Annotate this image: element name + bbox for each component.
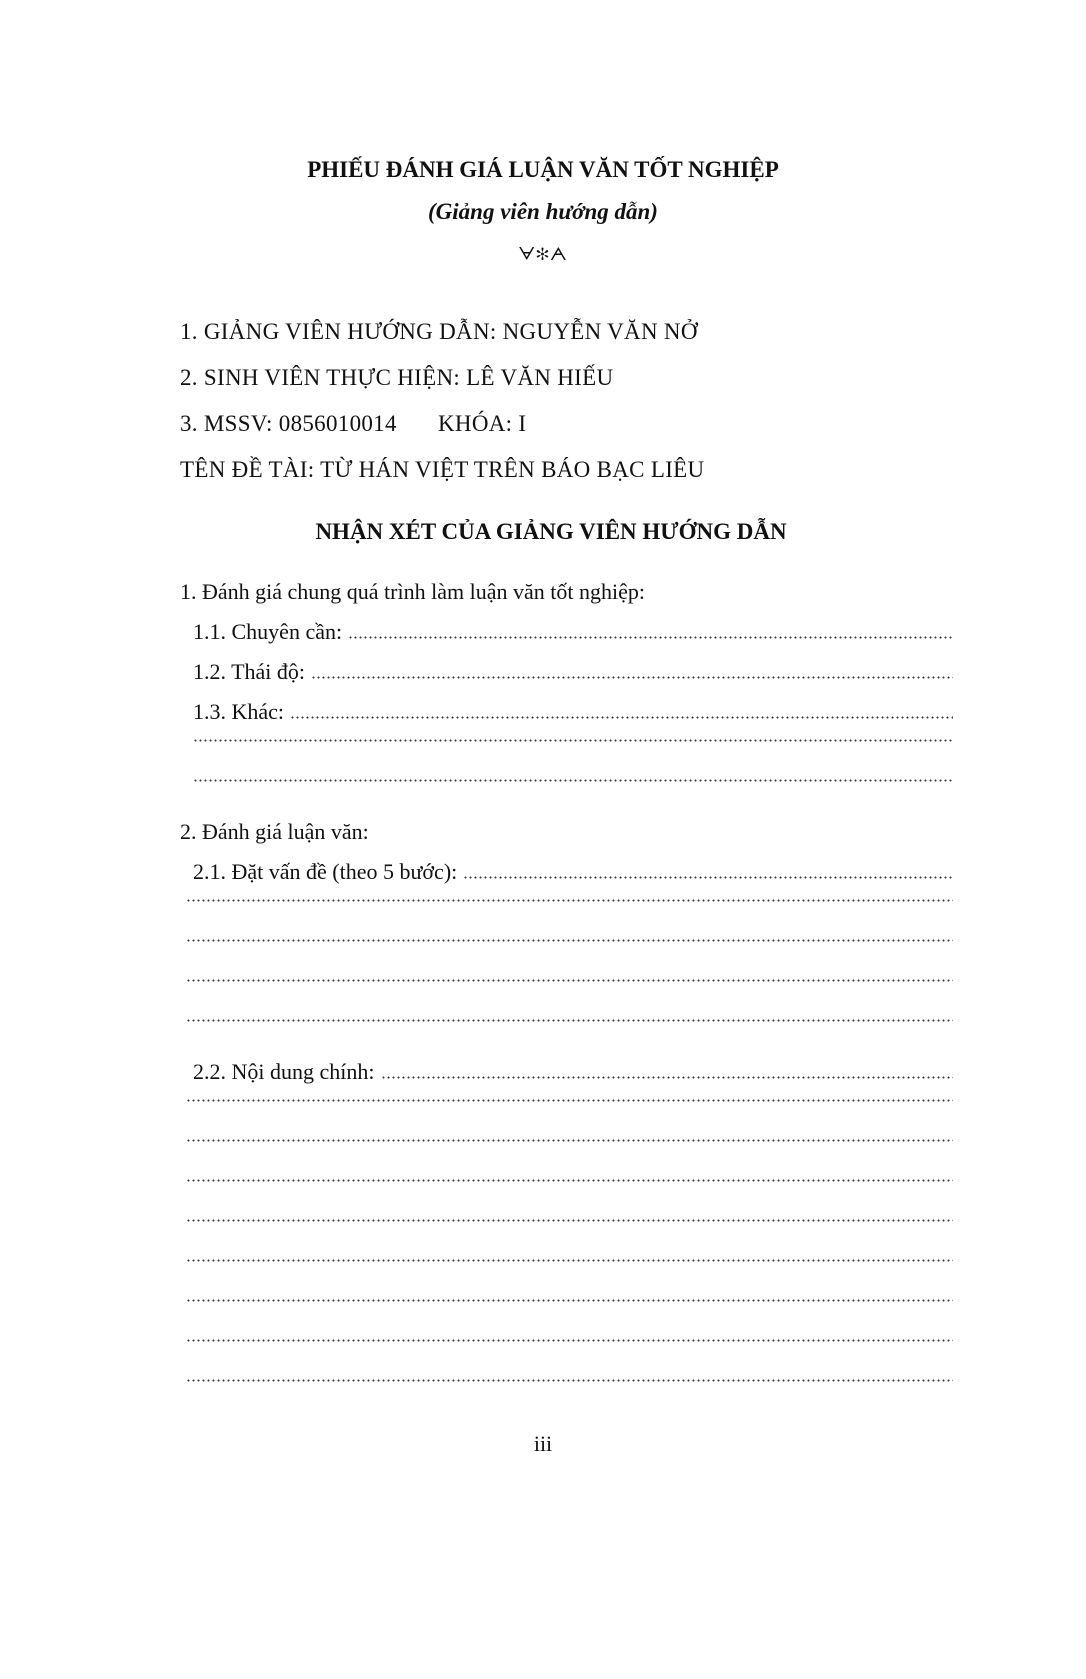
- field-dat-van-de: [193, 858, 953, 886]
- mssv-line: 3. MSSV: 0856010014: [180, 411, 397, 436]
- dotted-fill-line: [186, 898, 953, 903]
- dotted-fill-line: [186, 978, 953, 983]
- blank-line: [186, 1178, 953, 1189]
- field-khac: [193, 698, 953, 726]
- dotted-fill-line: [290, 715, 953, 720]
- dotted-fill-line: [186, 1258, 953, 1263]
- field-thai-do: [193, 658, 953, 686]
- blank-line: [186, 1138, 953, 1149]
- blank-line: [193, 738, 953, 749]
- dotted-fill-line: [186, 1098, 953, 1103]
- dotted-fill-line: [311, 675, 953, 680]
- dotted-fill-line: [186, 938, 953, 943]
- part1-heading: 1. Đánh giá chung quá trình làm luận văn tốt nghiệp:: [180, 579, 645, 604]
- dotted-fill-line: [463, 875, 953, 880]
- field-label: 2.2. Nội dung chính:: [193, 1059, 375, 1084]
- topic-line: TÊN ĐỀ TÀI: TỪ HÁN VIỆT TRÊN BÁO BẠC LIÊU: [180, 457, 705, 482]
- dotted-fill-line: [186, 1298, 953, 1303]
- form-title: PHIẾU ĐÁNH GIÁ LUẬN VĂN TỐT NGHIỆP: [307, 157, 779, 182]
- blank-line: [186, 978, 953, 989]
- student-line: 2. SINH VIÊN THỰC HIỆN: LÊ VĂN HIẾU: [180, 365, 614, 390]
- advisor-line: 1. GIẢNG VIÊN HƯỚNG DẪN: NGUYỄN VĂN NỞ: [180, 319, 698, 344]
- blank-line: [186, 898, 953, 909]
- dotted-fill-line: [348, 635, 953, 640]
- dotted-fill-line: [186, 1218, 953, 1223]
- khoa-line: KHÓA: I: [438, 411, 527, 436]
- blank-line: [186, 1258, 953, 1269]
- blank-line: [186, 1378, 953, 1389]
- dotted-fill-line: [381, 1075, 954, 1080]
- field-noi-dung-chinh: [193, 1058, 953, 1086]
- dotted-fill-line: [186, 1338, 953, 1343]
- field-label: 2.1. Đặt vấn đề (theo 5 bước):: [193, 859, 458, 884]
- blank-line: [186, 1298, 953, 1309]
- page-number: iii: [533, 1431, 553, 1456]
- dotted-fill-line: [193, 778, 953, 783]
- dotted-fill-line: [186, 1378, 953, 1383]
- blank-line: [186, 1338, 953, 1349]
- dotted-fill-line: [186, 1138, 953, 1143]
- blank-line: [186, 1098, 953, 1109]
- blank-line: [186, 1218, 953, 1229]
- section-title: NHẬN XÉT CỦA GIẢNG VIÊN HƯỚNG DẪN: [315, 519, 787, 544]
- field-label: 1.2. Thái độ:: [193, 659, 306, 684]
- blank-line: [193, 778, 953, 789]
- blank-line: [186, 1018, 953, 1029]
- field-label: 1.1. Chuyên cần:: [193, 619, 343, 644]
- dotted-fill-line: [186, 1178, 953, 1183]
- field-chuyen-can: [193, 618, 953, 646]
- dotted-fill-line: [186, 1018, 953, 1023]
- blank-line: [186, 938, 953, 949]
- field-label: 1.3. Khác:: [193, 699, 285, 724]
- ornament-divider: ᗄ✻ᗅ: [518, 244, 568, 264]
- part2-heading: 2. Đánh giá luận văn:: [180, 819, 369, 844]
- dotted-fill-line: [193, 738, 953, 743]
- form-subtitle: (Giảng viên hướng dẫn): [428, 199, 658, 224]
